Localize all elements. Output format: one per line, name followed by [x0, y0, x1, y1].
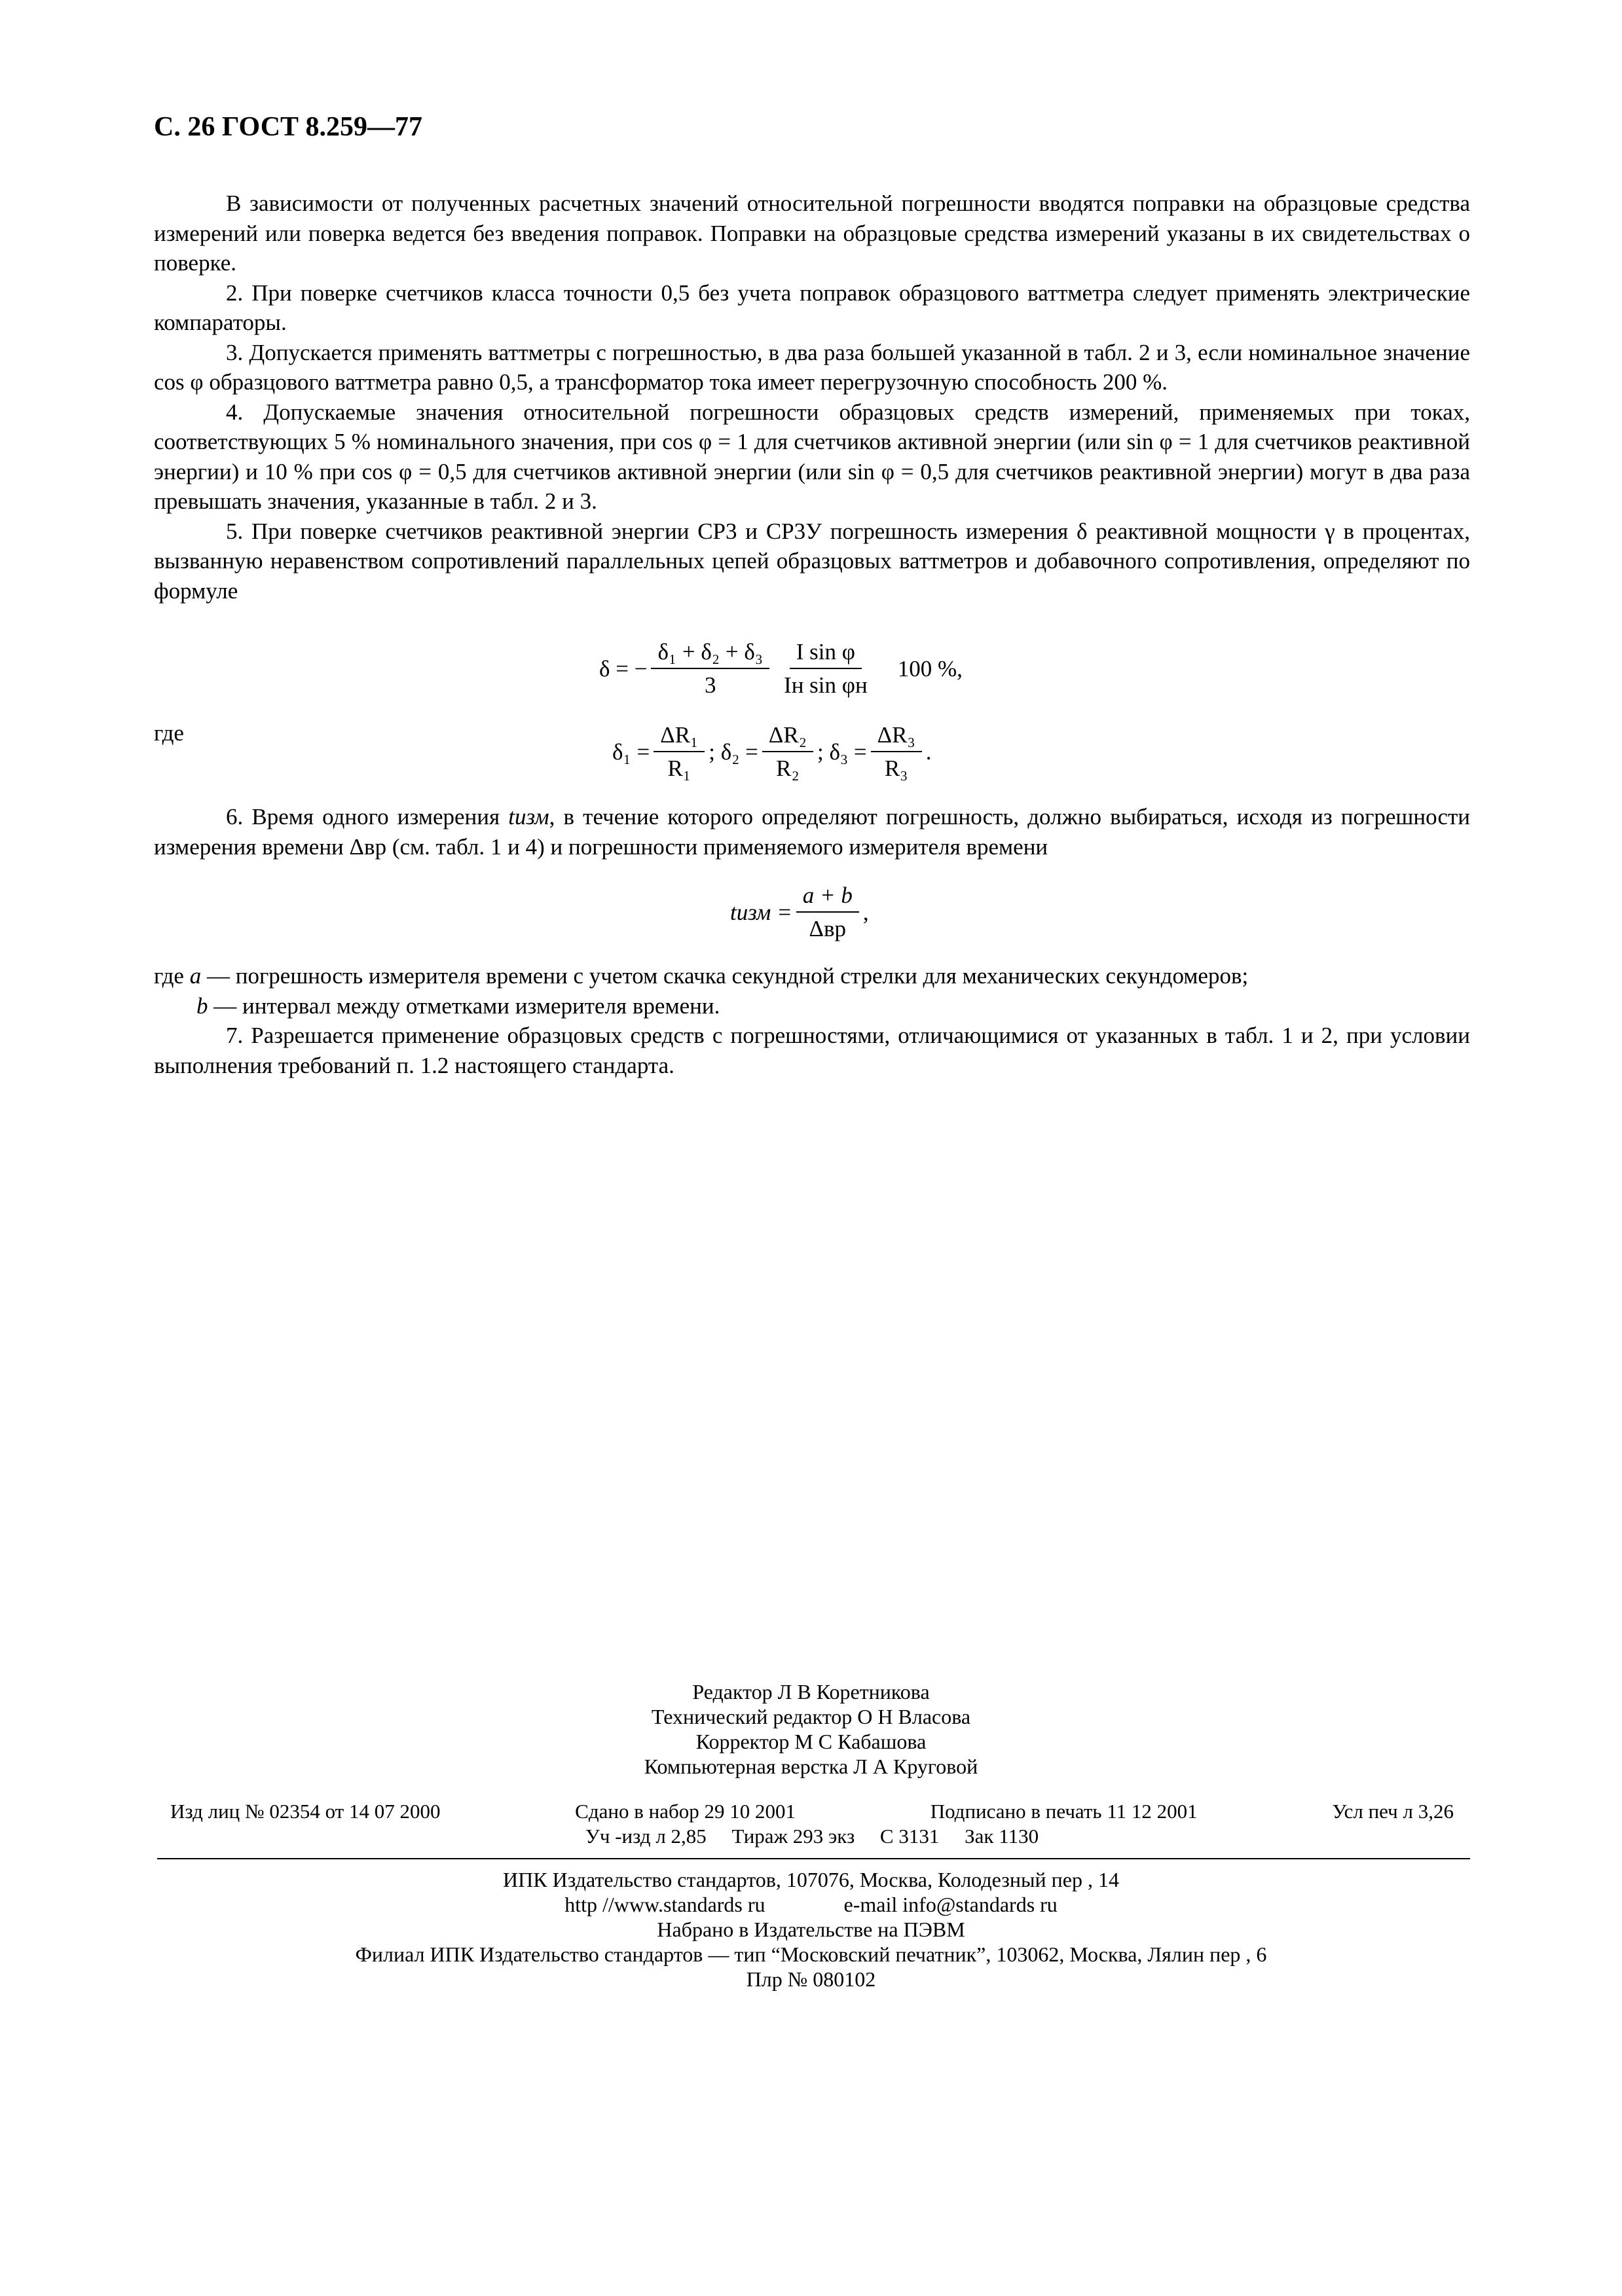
credit-tech-editor: Технический редактор О Н Власова	[651, 1705, 971, 1728]
formula-delta-fraction-1	[651, 636, 769, 702]
paragraph-6	[154, 802, 1470, 862]
paragraph-5: 5. При поверке счетчиков реактивной энергии СР3 и СР3У погрешность измерения δ реактивной мощности γ в процентах, вызванную неравенством сопротивлений параллельных цепей образцовых ваттметров и добавочного сопротивления, определяют по формуле	[154, 518, 1470, 604]
fraction-denominator: 3	[705, 672, 716, 698]
imprint-license: Изд лиц № 02354 от 14 07 2000	[170, 1800, 441, 1823]
formula-delta	[154, 630, 1470, 708]
fraction-denominator: Δвр	[809, 916, 847, 941]
fraction-denominator: R₂	[776, 756, 800, 781]
where-a-line	[154, 961, 1470, 991]
page-header: С. 26 ГОСТ 8.259—77	[154, 112, 423, 142]
symbol-t-izm: tизм	[508, 804, 549, 829]
fraction-denominator: R₃	[884, 756, 908, 781]
publisher-line-4: Филиал ИПК Издательство стандартов — тип “Московский печатник”, 103062, Москва, Лялин пер , 6	[355, 1942, 1267, 1966]
fraction-numerator: a + b	[796, 880, 859, 913]
publisher-line-5: Плр № 080102	[746, 1967, 876, 1991]
delta-3-fraction	[871, 720, 922, 785]
symbol-delta-vr: Δвр	[349, 833, 387, 860]
imprint-row-2: Уч -изд л 2,85 Тираж 293 экз С 3131 Зак 1130	[585, 1825, 1039, 1848]
delta-1-label: δ₁ =	[612, 739, 650, 765]
imprint-divider	[157, 1858, 1470, 1859]
delta-2-label: ; δ₂ =	[709, 739, 758, 765]
delta-3-label: ; δ₃ =	[817, 739, 867, 765]
paragraph-3: 3. Допускается применять ваттметры с погрешностью, в два раза большей указанной в табл. 2 и 3, если номинальное значение cos φ образцового ваттметра равно 0,5, а трансформатор тока имеет перегрузочную способность 200 %.	[154, 339, 1470, 395]
credit-editor: Редактор Л В Коретникова	[692, 1680, 930, 1704]
paragraph-4: 4. Допускаемые значения относительной погрешности образцовых средств измерений, применяемых при токах, соответствующих 5 % номинального значения, при cos φ = 1 для счетчиков активной энергии (или sin φ = 1 для счетчиков реактивной энергии) и 10 % при cos φ = 0,5 для счетчиков активной энергии (или sin φ = 0,5 для счетчиков реактивной энергии) могут в два раза превышать значения, указанные в табл. 2 и 3.	[154, 399, 1470, 514]
paragraph-1: В зависимости от полученных расчетных значений относительной погрешности вводятся поправки на образцовые средства измерений или поверка ведется без введения поправок. Поправки на образцовые средства измерений указаны в их свидетельствах о поверке.	[154, 191, 1470, 276]
imprint-sheets: Усл печ л 3,26	[1332, 1800, 1454, 1823]
fraction-numerator: ΔR₁	[654, 720, 705, 752]
delta-2-fraction	[762, 720, 813, 785]
formula-delta-tail: 100 %,	[897, 656, 963, 682]
paragraph-2: 2. При поверке счетчиков класса точности 0,5 без учета поправок образцового ваттметра следует применять электрические компараторы.	[154, 280, 1470, 335]
paragraph-7: 7. Разрешается применение образцовых средств с погрешностями, отличающимися от указанных в табл. 1 и 2, при условии выполнения требований п. 1.2 настоящего стандарта.	[154, 1023, 1470, 1078]
fraction-numerator: ΔR₃	[871, 720, 922, 752]
document-body	[154, 189, 1470, 1080]
symbol-a: a	[189, 963, 202, 989]
formula-deltas-end: .	[925, 739, 932, 765]
imprint-typeset: Сдано в набор 29 10 2001	[575, 1800, 796, 1823]
where-b-line	[154, 991, 1470, 1021]
imprint-block	[157, 1799, 1467, 1849]
formula-deltas	[154, 713, 1470, 792]
credits-block	[0, 1679, 1622, 1779]
where-label: где	[154, 720, 184, 746]
formula-t-izm-end: ,	[862, 900, 869, 926]
paragraph-6-part-2: , в течение которого определяют погрешность, должно выбираться, исходя из погрешности измерения времени	[154, 804, 1471, 860]
fraction-numerator: δ₁ + δ₂ + δ₃	[651, 636, 769, 669]
fraction-numerator: ΔR₂	[762, 720, 813, 752]
where-a-prefix: где	[154, 963, 190, 989]
delta-1-fraction	[654, 720, 705, 785]
formula-delta-fraction-2	[777, 636, 874, 702]
credit-layout: Компьютерная верстка Л А Круговой	[644, 1755, 978, 1778]
imprint-signed: Подписано в печать 11 12 2001	[930, 1800, 1198, 1823]
fraction-denominator: Iн sin φн	[784, 672, 868, 698]
where-a-text: — погрешность измерителя времени с учетом скачка секундной стрелки для механических секундомеров;	[201, 963, 1249, 989]
publisher-block	[0, 1867, 1622, 1992]
publisher-line-2: http //www.standards ru e-mail info@standards ru	[564, 1893, 1058, 1916]
formula-t-izm-fraction	[796, 880, 859, 945]
where-b-text: — интервал между отметками измерителя времени.	[208, 993, 720, 1019]
paragraph-6-part-3: (см. табл. 1 и 4) и погрешности применяемого измерителя времени	[386, 833, 1048, 860]
credit-corrector: Корректор М С Кабашова	[695, 1730, 927, 1753]
formula-delta-lhs: δ = −	[599, 656, 648, 682]
publisher-line-3: Набрано в Издательстве на ПЭВМ	[657, 1918, 965, 1941]
formula-t-izm	[154, 873, 1470, 952]
formula-t-izm-lhs: tизм =	[730, 900, 792, 926]
paragraph-6-part-1: 6. Время одного измерения	[226, 804, 509, 829]
symbol-b: b	[196, 993, 208, 1019]
fraction-numerator: I sin φ	[790, 636, 862, 669]
publisher-line-1: ИПК Издательство стандартов, 107076, Москва, Колодезный пер , 14	[503, 1868, 1119, 1891]
fraction-denominator: R₁	[667, 756, 691, 781]
